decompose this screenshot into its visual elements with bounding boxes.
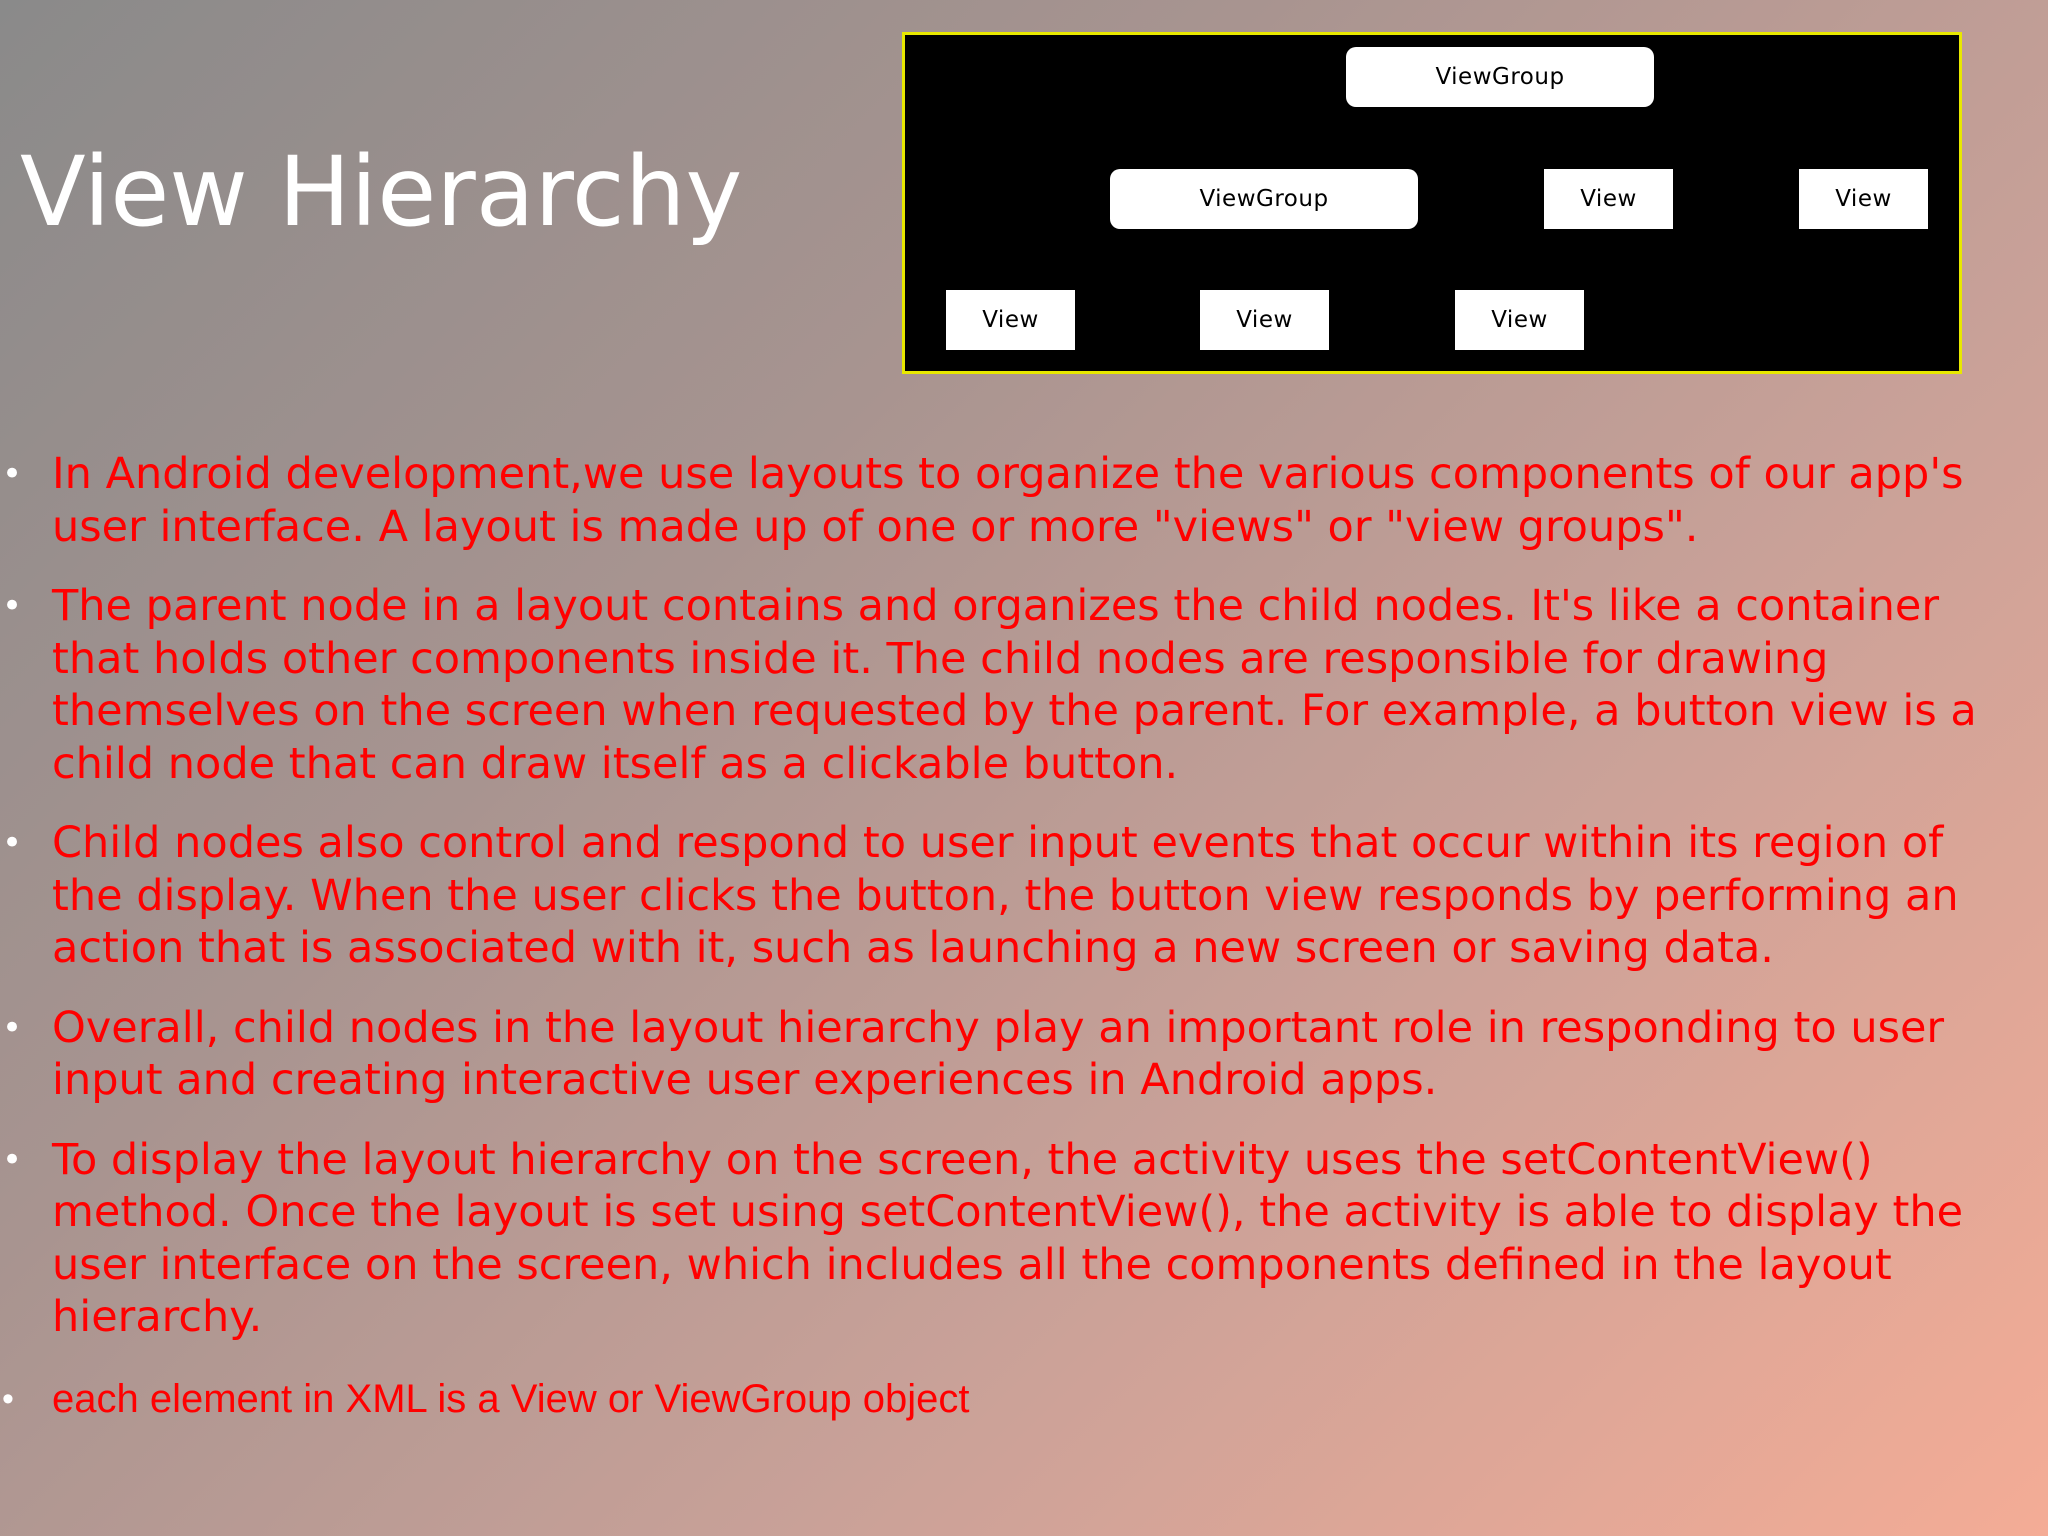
bullet-item (0, 580, 2010, 790)
bullet-item (0, 817, 2010, 975)
diagram-node-view: View (1200, 290, 1329, 350)
bullet-dot: • (2, 1139, 23, 1180)
diagram-node-view: View (946, 290, 1075, 350)
bullet-text: In Android development,we use layouts to organize the various components of our app's user interface. A layout is made up of one or more "views" or "view groups". (52, 449, 1964, 552)
bullet-text: each element in XML is a View or ViewGroup object (52, 1376, 970, 1421)
bullet-dot: • (2, 1007, 23, 1048)
bullet-item (0, 1002, 2010, 1107)
diagram-node-view: View (1544, 169, 1673, 229)
slide-title: View Hierarchy (20, 136, 743, 248)
diagram-node-root-viewgroup: ViewGroup (1346, 47, 1654, 107)
view-hierarchy-diagram (902, 32, 1962, 374)
diagram-node-view: View (1455, 290, 1584, 350)
bullet-dot: • (2, 1379, 14, 1418)
bullet-dot: • (2, 823, 23, 863)
bullet-dot: • (2, 586, 23, 626)
bullet-dot: • (2, 454, 23, 494)
diagram-node-viewgroup: ViewGroup (1110, 169, 1418, 229)
bullet-text: To display the layout hierarchy on the screen, the activity uses the setContentView() method. Once the layout is set using setContentView(), the activity is able to display the user interface on the screen, which includes all the components defined in the layout hierarchy. (52, 1134, 1964, 1342)
bullet-text: The parent node in a layout contains and organizes the child nodes. It's like a container that holds other components inside it. The child nodes are responsible for drawing themselves on the screen when requested by the parent. For example, a button view is a child node that can draw itself as a clickable button. (52, 581, 1977, 789)
bullet-item (0, 1371, 2010, 1427)
bullet-text: Overall, child nodes in the layout hierarchy play an important role in responding to user input and creating interactive user experiences in Android apps. (52, 1002, 1945, 1105)
bullet-item (0, 1134, 2010, 1344)
diagram-node-view: View (1799, 169, 1928, 229)
bullet-item (0, 448, 2010, 553)
bullet-text: Child nodes also control and respond to user input events that occur within its region of the display. When the user clicks the button, the button view responds by performing an action that is associated with it, such as launching a new screen or saving data. (52, 818, 1959, 973)
bullet-list (0, 448, 2010, 1454)
